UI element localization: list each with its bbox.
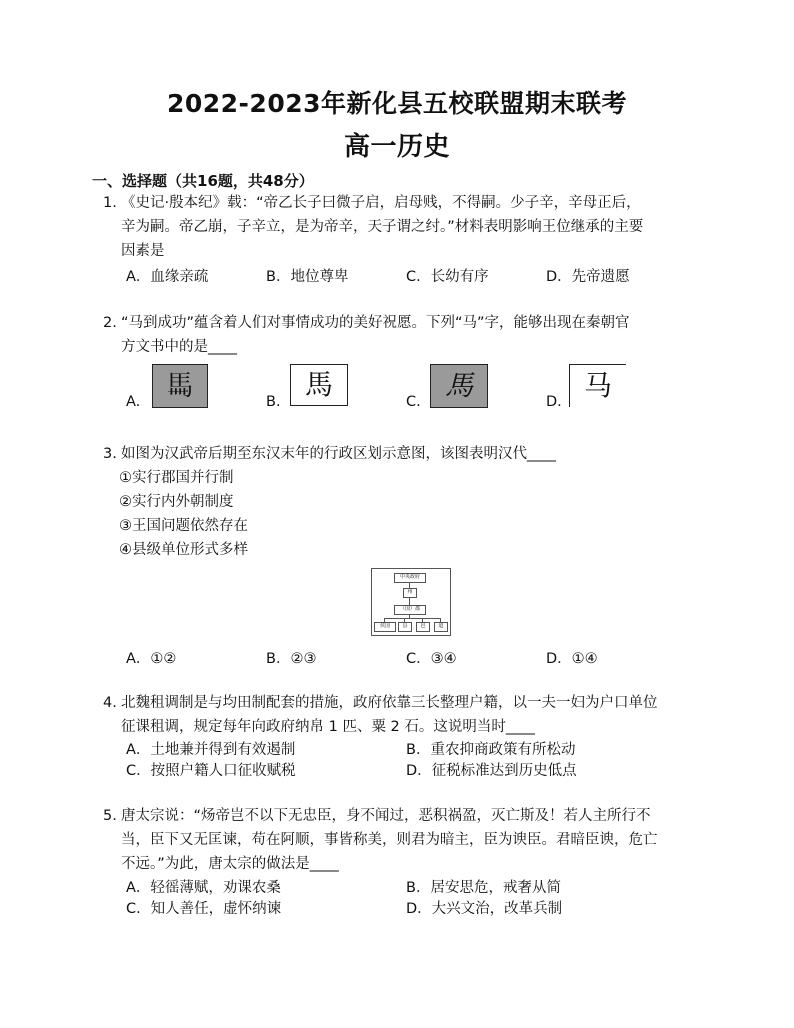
option-a[interactable]: A．土地兼并得到有效遏制	[126, 742, 296, 758]
statement-1: ①实行郡国并行制	[119, 470, 234, 486]
simplified-ma-image[interactable]: 马	[569, 364, 626, 407]
question-stem-line: 当，臣下又无匡谏，苟在阿顺，事皆称美，则君为暗主，臣为谀臣。君暗臣谀，危亡	[121, 832, 658, 848]
central-government-node: 中央政府	[394, 573, 426, 583]
zhou-node: 州	[403, 588, 417, 598]
town-node: 邑	[416, 622, 430, 632]
commandery-node: （国）郡	[394, 605, 426, 615]
question-stem-line: 方文书中的是____	[121, 339, 237, 355]
exam-title: 2022-2023年新化县五校联盟期末联考	[166, 89, 628, 118]
option-c[interactable]: C．按照户籍人口征收赋税	[126, 763, 296, 779]
question-1	[103, 191, 723, 263]
option-c[interactable]: C．③④	[406, 651, 457, 667]
question-number: 5.	[103, 808, 117, 824]
question-stem-line: 不远。”为此，唐太宗的做法是____	[121, 856, 339, 872]
option-d[interactable]: D．征税标准达到历史低点	[406, 763, 577, 779]
question-number: 4.	[103, 695, 117, 711]
option-b[interactable]: B．重农抑商政策有所松动	[406, 742, 576, 758]
option-a[interactable]: A.	[126, 394, 141, 410]
county-node: 县	[398, 622, 412, 632]
marquisate-node: 侯国	[374, 622, 396, 632]
question-stem-line: 唐太宗说：“炀帝岂不以下无忠臣，身不闻过，恶积祸盈，灭亡斯及！若人主所行不	[121, 808, 651, 824]
option-a[interactable]: A．①②	[126, 651, 177, 667]
question-5	[103, 804, 723, 876]
option-c[interactable]: C.	[406, 394, 421, 410]
option-a[interactable]: A．血缘亲疏	[126, 269, 209, 285]
question-2	[103, 311, 723, 359]
option-b[interactable]: B．地位尊卑	[266, 269, 349, 285]
statement-2: ②实行内外朝制度	[119, 494, 234, 510]
question-number: 2.	[103, 315, 117, 331]
section-heading: 一、选择题（共16题，共48分）	[92, 172, 314, 190]
seal-script-ma-image[interactable]: 𩡧	[152, 364, 208, 408]
question-stem-line: “马到成功”蕴含着人们对事情成功的美好祝愿。下列“马”字，能够出现在秦朝官	[121, 315, 630, 331]
question-3	[103, 442, 723, 466]
administrative-division-diagram	[371, 568, 451, 636]
dao-node: 道	[434, 622, 448, 632]
statement-4: ④县级单位形式多样	[119, 542, 248, 558]
question-stem-line: 征课租调，规定每年向政府纳帛 1 匹、粟 2 石。这说明当时____	[121, 719, 535, 735]
question-number: 3.	[103, 446, 117, 462]
option-b[interactable]: B．居安思危，戒奢从简	[406, 880, 561, 896]
question-stem-line: 因素是	[121, 243, 165, 259]
option-d[interactable]: D．大兴文治，改革兵制	[406, 901, 563, 917]
question-stem-line: 辛为嗣。帝乙崩，子辛立，是为帝辛，天子谓之纣。”材料表明影响王位继承的主要	[121, 219, 644, 235]
option-b[interactable]: B．②③	[266, 651, 317, 667]
exam-subtitle: 高一历史	[343, 132, 450, 162]
option-d[interactable]: D.	[546, 394, 562, 410]
clerical-script-ma-image[interactable]: 馬	[290, 364, 348, 406]
question-stem-line: 北魏租调制是与均田制配套的措施，政府依靠三长整理户籍，以一夫一妇为户口单位	[121, 695, 658, 711]
option-b[interactable]: B.	[266, 394, 281, 410]
option-a[interactable]: A．轻徭薄赋，劝课农桑	[126, 880, 281, 896]
question-number: 1.	[103, 195, 117, 211]
option-d[interactable]: D．①④	[546, 651, 598, 667]
cursive-script-ma-image[interactable]: 馬	[430, 364, 488, 408]
option-c[interactable]: C．知人善任，虚怀纳谏	[126, 901, 282, 917]
question-4	[103, 691, 723, 739]
statement-3: ③王国问题依然存在	[119, 518, 248, 534]
question-stem-line: 如图为汉武帝后期至东汉末年的行政区划示意图，该图表明汉代____	[121, 446, 556, 462]
question-stem-line: 《史记·殷本纪》载：“帝乙长子曰微子启，启母贱，不得嗣。少子辛，辛母正后，	[121, 195, 641, 211]
option-d[interactable]: D．先帝遗愿	[546, 269, 630, 285]
option-c[interactable]: C．长幼有序	[406, 269, 489, 285]
